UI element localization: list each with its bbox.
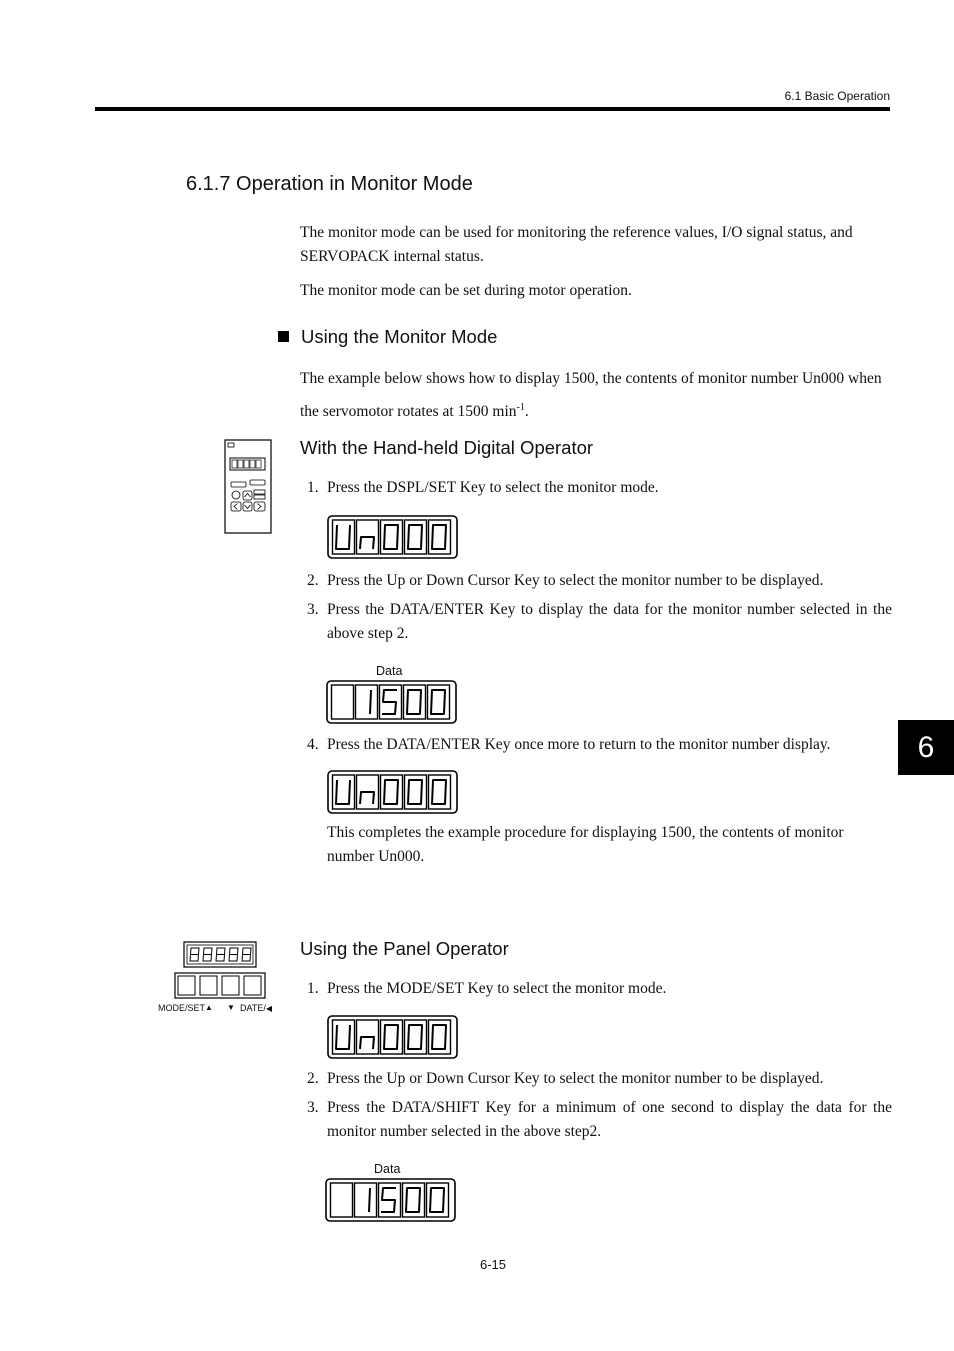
step-text: Press the Up or Down Cursor Key to select the monitor number to be displayed. (327, 1070, 824, 1087)
panel-step-2 (300, 1067, 892, 1091)
completion-paragraph: This completes the example procedure for displaying 1500, the contents of monitor number Un000. (327, 824, 844, 865)
down-arrow-icon: ▼ (227, 1003, 235, 1012)
step-number: 1. (307, 980, 319, 997)
key-label-mode-set: MODE/SET (158, 1003, 206, 1013)
handheld-step-1 (300, 476, 892, 500)
header-rule (95, 107, 890, 111)
using-paragraph (300, 364, 892, 426)
step-number: 2. (307, 1070, 319, 1087)
panel-step-1 (300, 977, 892, 1001)
subsection-title-text: Using the Monitor Mode (301, 326, 498, 347)
display-un000-b (327, 770, 458, 814)
left-arrow-icon: ◀ (265, 1004, 272, 1013)
chapter-tab: 6 (898, 720, 954, 775)
up-arrow-icon: ▲ (205, 1003, 213, 1012)
page-number: 6-15 (479, 1257, 507, 1272)
display-un000-a (327, 515, 458, 559)
using-text-end: . (524, 403, 529, 421)
handheld-step-3 (300, 598, 892, 646)
step-number: 3. (307, 601, 319, 618)
step-number: 2. (307, 572, 319, 589)
step-number: 3. (307, 1099, 319, 1116)
step-text: Press the DATA/ENTER Key once more to return to the monitor number display. (327, 736, 831, 753)
handheld-title: With the Hand-held Digital Operator (300, 437, 594, 458)
panel-operator-icon (156, 941, 274, 1008)
step-number: 1. (307, 479, 319, 496)
step-text: Press the MODE/SET Key to select the monitor mode. (327, 980, 667, 997)
panel-title: Using the Panel Operator (300, 938, 509, 959)
handheld-step-4 (300, 733, 892, 757)
display-1500-b (325, 1178, 456, 1222)
key-label-data-text: DATE/ (240, 1003, 266, 1013)
handheld-operator-icon (224, 439, 272, 539)
panel-step-3 (300, 1096, 892, 1144)
data-label: Data (376, 664, 403, 678)
step-text: Press the DSPL/SET Key to select the monitor mode. (327, 479, 659, 496)
display-un000-c (327, 1015, 458, 1059)
subsection-title (278, 326, 497, 348)
display-1500-a (326, 680, 457, 724)
handheld-step-2 (300, 569, 892, 593)
intro-paragraph-2: The monitor mode can be set during motor operation. (300, 282, 632, 299)
key-label-data (240, 1003, 272, 1013)
section-title: 6.1.7 Operation in Monitor Mode (186, 173, 473, 195)
intro-paragraph-1: The monitor mode can be used for monitoring the reference values, I/O signal status, and SERVOPACK internal status. (300, 224, 853, 265)
step-number: 4. (307, 736, 319, 753)
step-text: Press the Up or Down Cursor Key to select the monitor number to be displayed. (327, 572, 824, 589)
running-header: 6.1 Basic Operation (784, 89, 890, 103)
panel-data-label: Data (374, 1162, 401, 1176)
using-text: The example below shows how to display 1500, the contents of monitor number Un000 when the servomotor rotates at 1500 min (300, 370, 882, 421)
step-text: Press the DATA/SHIFT Key for a minimum of one second to display the data for the monitor number selected in the above step2. (327, 1099, 892, 1140)
step-text: Press the DATA/ENTER Key to display the data for the monitor number selected in the above step 2. (327, 601, 892, 642)
using-superscript: -1 (516, 402, 525, 413)
bullet-square-icon (278, 331, 289, 342)
